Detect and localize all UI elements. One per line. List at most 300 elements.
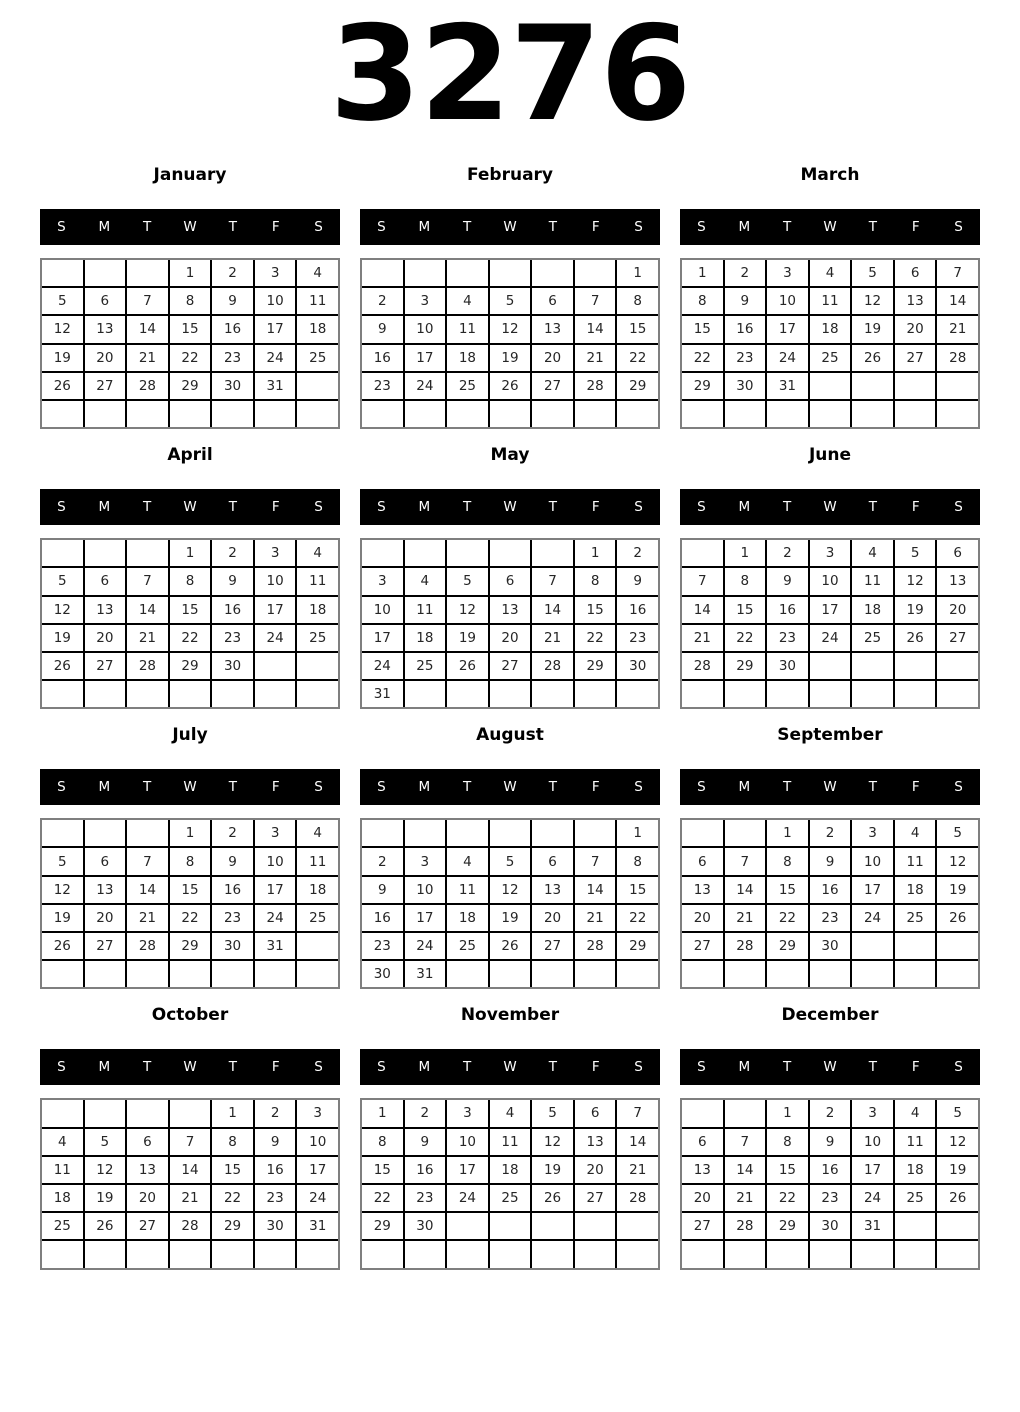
weekday-label: F bbox=[591, 1059, 600, 1076]
weekday-label: S bbox=[697, 219, 706, 235]
day-cell: 2 bbox=[255, 1100, 296, 1126]
weekday-label: S bbox=[57, 219, 66, 235]
day-cell: 17 bbox=[852, 877, 893, 903]
weekday-label: M bbox=[98, 1059, 111, 1076]
empty-cell bbox=[725, 1100, 766, 1126]
weekday-label: M bbox=[418, 499, 431, 516]
day-cell: 25 bbox=[447, 933, 488, 959]
day-cell: 16 bbox=[810, 1157, 851, 1183]
weekday-label: T bbox=[783, 1059, 792, 1076]
day-cell: 22 bbox=[212, 1185, 253, 1211]
day-cell: 27 bbox=[895, 345, 936, 371]
weekday-label: S bbox=[697, 499, 706, 516]
weekday-header-bar bbox=[360, 489, 660, 525]
month bbox=[40, 726, 340, 989]
day-cell: 27 bbox=[85, 653, 126, 679]
day-cell: 16 bbox=[362, 905, 403, 931]
month-name: May bbox=[490, 445, 530, 466]
day-cell: 3 bbox=[447, 1100, 488, 1126]
weekday-label: M bbox=[738, 499, 751, 516]
day-cell: 1 bbox=[682, 260, 723, 286]
day-cell: 14 bbox=[575, 877, 616, 903]
empty-cell bbox=[895, 1241, 936, 1267]
empty-cell bbox=[895, 653, 936, 679]
weekday-label: F bbox=[591, 779, 600, 796]
day-cell: 24 bbox=[405, 933, 446, 959]
day-cell: 17 bbox=[362, 625, 403, 651]
day-cell: 22 bbox=[170, 905, 211, 931]
empty-cell bbox=[255, 681, 296, 707]
day-cell: 9 bbox=[255, 1129, 296, 1155]
month-grid bbox=[40, 258, 340, 429]
weekday-label: S bbox=[954, 219, 963, 235]
weekday-label: T bbox=[548, 1059, 557, 1076]
day-cell: 23 bbox=[810, 905, 851, 931]
empty-cell bbox=[85, 681, 126, 707]
weekday-label: M bbox=[418, 1059, 431, 1076]
day-cell: 25 bbox=[405, 653, 446, 679]
weekday-label: T bbox=[868, 779, 877, 796]
day-cell: 8 bbox=[767, 848, 808, 874]
month-name: March bbox=[800, 165, 860, 185]
day-cell: 29 bbox=[212, 1213, 253, 1239]
day-cell: 14 bbox=[127, 316, 168, 342]
day-cell: 13 bbox=[532, 877, 573, 903]
day-cell: 1 bbox=[767, 820, 808, 846]
weekday-label: T bbox=[868, 499, 877, 516]
day-cell: 23 bbox=[212, 625, 253, 651]
empty-cell bbox=[362, 820, 403, 846]
day-cell: 15 bbox=[725, 597, 766, 623]
day-cell: 30 bbox=[362, 961, 403, 987]
day-cell: 19 bbox=[895, 597, 936, 623]
day-cell: 1 bbox=[170, 260, 211, 286]
month bbox=[40, 166, 340, 429]
day-cell: 6 bbox=[532, 848, 573, 874]
empty-cell bbox=[532, 681, 573, 707]
weekday-label: S bbox=[57, 779, 66, 796]
day-cell: 12 bbox=[85, 1157, 126, 1183]
day-cell: 1 bbox=[767, 1100, 808, 1126]
empty-cell bbox=[297, 653, 338, 679]
weekday-label: W bbox=[503, 1059, 517, 1076]
day-cell: 31 bbox=[297, 1213, 338, 1239]
day-cell: 1 bbox=[575, 540, 616, 566]
day-cell: 15 bbox=[170, 597, 211, 623]
weekday-header-bar bbox=[680, 769, 980, 805]
month-name: December bbox=[781, 1005, 879, 1026]
weekday-label: W bbox=[503, 499, 517, 516]
month-grid bbox=[360, 818, 660, 989]
day-cell: 18 bbox=[297, 316, 338, 342]
weekday-label: F bbox=[271, 499, 280, 516]
weekday-label: S bbox=[634, 219, 643, 235]
empty-cell bbox=[617, 961, 658, 987]
empty-cell bbox=[682, 820, 723, 846]
day-cell: 5 bbox=[895, 540, 936, 566]
day-cell: 29 bbox=[617, 933, 658, 959]
weekday-label: T bbox=[143, 219, 152, 235]
empty-cell bbox=[895, 401, 936, 427]
day-cell: 16 bbox=[617, 597, 658, 623]
empty-cell bbox=[447, 540, 488, 566]
day-cell: 4 bbox=[297, 820, 338, 846]
weekday-label: T bbox=[143, 499, 152, 516]
empty-cell bbox=[725, 401, 766, 427]
day-cell: 10 bbox=[362, 597, 403, 623]
weekday-label: T bbox=[143, 779, 152, 796]
empty-cell bbox=[490, 820, 531, 846]
day-cell: 2 bbox=[212, 540, 253, 566]
weekday-label: F bbox=[911, 1059, 920, 1076]
day-cell: 9 bbox=[212, 568, 253, 594]
month bbox=[360, 1006, 660, 1269]
day-cell: 4 bbox=[297, 540, 338, 566]
day-cell: 13 bbox=[85, 597, 126, 623]
empty-cell bbox=[170, 1241, 211, 1267]
weekday-label: W bbox=[503, 779, 517, 796]
day-cell: 23 bbox=[362, 373, 403, 399]
empty-cell bbox=[127, 1100, 168, 1126]
day-cell: 14 bbox=[725, 1157, 766, 1183]
empty-cell bbox=[725, 961, 766, 987]
day-cell: 9 bbox=[212, 848, 253, 874]
day-cell: 7 bbox=[575, 848, 616, 874]
weekday-label: T bbox=[228, 219, 237, 235]
year-title: 3276 bbox=[329, 0, 691, 150]
day-cell: 23 bbox=[362, 933, 403, 959]
day-cell: 20 bbox=[682, 905, 723, 931]
empty-cell bbox=[937, 653, 978, 679]
day-cell: 10 bbox=[297, 1129, 338, 1155]
day-cell: 4 bbox=[895, 1100, 936, 1126]
day-cell: 10 bbox=[255, 568, 296, 594]
day-cell: 22 bbox=[617, 905, 658, 931]
day-cell: 9 bbox=[725, 288, 766, 314]
day-cell: 14 bbox=[725, 877, 766, 903]
day-cell: 11 bbox=[852, 568, 893, 594]
weekday-label: F bbox=[911, 499, 920, 516]
day-cell: 12 bbox=[532, 1129, 573, 1155]
day-cell: 11 bbox=[895, 1129, 936, 1155]
weekday-label: T bbox=[463, 219, 472, 235]
day-cell: 16 bbox=[212, 316, 253, 342]
empty-cell bbox=[532, 1241, 573, 1267]
empty-cell bbox=[170, 401, 211, 427]
day-cell: 12 bbox=[895, 568, 936, 594]
day-cell: 9 bbox=[405, 1129, 446, 1155]
day-cell: 5 bbox=[937, 820, 978, 846]
day-cell: 7 bbox=[127, 568, 168, 594]
empty-cell bbox=[297, 401, 338, 427]
day-cell: 7 bbox=[170, 1129, 211, 1155]
day-cell: 8 bbox=[212, 1129, 253, 1155]
weekday-label: T bbox=[548, 779, 557, 796]
day-cell: 29 bbox=[767, 933, 808, 959]
day-cell: 14 bbox=[937, 288, 978, 314]
weekday-label: T bbox=[783, 499, 792, 516]
empty-cell bbox=[42, 540, 83, 566]
day-cell: 13 bbox=[85, 877, 126, 903]
day-cell: 1 bbox=[170, 820, 211, 846]
weekday-label: T bbox=[228, 1059, 237, 1076]
empty-cell bbox=[895, 933, 936, 959]
day-cell: 1 bbox=[725, 540, 766, 566]
day-cell: 22 bbox=[767, 1185, 808, 1211]
day-cell: 15 bbox=[170, 877, 211, 903]
empty-cell bbox=[297, 373, 338, 399]
month bbox=[360, 166, 660, 429]
day-cell: 26 bbox=[447, 653, 488, 679]
weekday-header-bar bbox=[680, 209, 980, 245]
day-cell: 28 bbox=[617, 1185, 658, 1211]
day-cell: 8 bbox=[170, 568, 211, 594]
day-cell: 31 bbox=[767, 373, 808, 399]
month bbox=[360, 726, 660, 989]
empty-cell bbox=[937, 961, 978, 987]
day-cell: 30 bbox=[212, 373, 253, 399]
day-cell: 10 bbox=[255, 848, 296, 874]
weekday-label: S bbox=[57, 1059, 66, 1076]
day-cell: 5 bbox=[852, 260, 893, 286]
day-cell: 31 bbox=[255, 933, 296, 959]
day-cell: 1 bbox=[212, 1100, 253, 1126]
empty-cell bbox=[405, 401, 446, 427]
empty-cell bbox=[405, 540, 446, 566]
day-cell: 8 bbox=[725, 568, 766, 594]
day-cell: 28 bbox=[725, 1213, 766, 1239]
day-cell: 17 bbox=[255, 877, 296, 903]
month-grid bbox=[40, 1098, 340, 1269]
empty-cell bbox=[127, 961, 168, 987]
day-cell: 9 bbox=[362, 877, 403, 903]
months-grid bbox=[40, 166, 980, 1270]
weekday-header-bar bbox=[680, 1049, 980, 1085]
empty-cell bbox=[170, 961, 211, 987]
empty-cell bbox=[405, 681, 446, 707]
empty-cell bbox=[725, 681, 766, 707]
day-cell: 22 bbox=[617, 345, 658, 371]
day-cell: 5 bbox=[490, 288, 531, 314]
empty-cell bbox=[532, 820, 573, 846]
day-cell: 20 bbox=[532, 345, 573, 371]
day-cell: 23 bbox=[767, 625, 808, 651]
day-cell: 26 bbox=[937, 1185, 978, 1211]
day-cell: 4 bbox=[852, 540, 893, 566]
empty-cell bbox=[767, 961, 808, 987]
day-cell: 26 bbox=[937, 905, 978, 931]
day-cell: 28 bbox=[725, 933, 766, 959]
day-cell: 12 bbox=[42, 316, 83, 342]
day-cell: 2 bbox=[405, 1100, 446, 1126]
empty-cell bbox=[490, 961, 531, 987]
weekday-label: M bbox=[418, 219, 431, 235]
day-cell: 25 bbox=[447, 373, 488, 399]
day-cell: 10 bbox=[405, 316, 446, 342]
weekday-header-bar bbox=[360, 209, 660, 245]
day-cell: 13 bbox=[682, 877, 723, 903]
empty-cell bbox=[297, 1241, 338, 1267]
empty-cell bbox=[852, 681, 893, 707]
day-cell: 4 bbox=[895, 820, 936, 846]
empty-cell bbox=[42, 681, 83, 707]
empty-cell bbox=[682, 1100, 723, 1126]
empty-cell bbox=[405, 1241, 446, 1267]
day-cell: 27 bbox=[85, 933, 126, 959]
weekday-label: S bbox=[634, 499, 643, 516]
day-cell: 2 bbox=[810, 1100, 851, 1126]
weekday-label: S bbox=[634, 779, 643, 796]
empty-cell bbox=[490, 1241, 531, 1267]
day-cell: 30 bbox=[212, 653, 253, 679]
day-cell: 9 bbox=[810, 848, 851, 874]
day-cell: 20 bbox=[532, 905, 573, 931]
empty-cell bbox=[852, 653, 893, 679]
empty-cell bbox=[617, 1213, 658, 1239]
day-cell: 13 bbox=[575, 1129, 616, 1155]
day-cell: 15 bbox=[617, 316, 658, 342]
day-cell: 28 bbox=[127, 373, 168, 399]
day-cell: 25 bbox=[895, 905, 936, 931]
empty-cell bbox=[852, 933, 893, 959]
weekday-label: S bbox=[697, 1059, 706, 1076]
day-cell: 4 bbox=[490, 1100, 531, 1126]
month-name: June bbox=[808, 445, 852, 466]
day-cell: 6 bbox=[895, 260, 936, 286]
empty-cell bbox=[170, 681, 211, 707]
month-grid bbox=[680, 538, 980, 709]
day-cell: 9 bbox=[767, 568, 808, 594]
empty-cell bbox=[127, 401, 168, 427]
empty-cell bbox=[85, 961, 126, 987]
day-cell: 21 bbox=[127, 345, 168, 371]
day-cell: 15 bbox=[617, 877, 658, 903]
weekday-label: W bbox=[823, 219, 837, 235]
month-name: October bbox=[151, 1005, 229, 1026]
day-cell: 5 bbox=[532, 1100, 573, 1126]
weekday-label: S bbox=[697, 779, 706, 796]
weekday-label: S bbox=[954, 1059, 963, 1076]
empty-cell bbox=[617, 681, 658, 707]
month bbox=[680, 166, 980, 429]
day-cell: 16 bbox=[212, 877, 253, 903]
day-cell: 7 bbox=[575, 288, 616, 314]
weekday-label: T bbox=[143, 1059, 152, 1076]
day-cell: 14 bbox=[127, 877, 168, 903]
empty-cell bbox=[127, 820, 168, 846]
day-cell: 13 bbox=[682, 1157, 723, 1183]
day-cell: 21 bbox=[532, 625, 573, 651]
empty-cell bbox=[937, 1213, 978, 1239]
day-cell: 7 bbox=[682, 568, 723, 594]
day-cell: 21 bbox=[575, 345, 616, 371]
day-cell: 30 bbox=[725, 373, 766, 399]
day-cell: 17 bbox=[447, 1157, 488, 1183]
day-cell: 17 bbox=[405, 905, 446, 931]
day-cell: 20 bbox=[895, 316, 936, 342]
day-cell: 5 bbox=[490, 848, 531, 874]
day-cell: 29 bbox=[170, 373, 211, 399]
weekday-header-bar bbox=[40, 1049, 340, 1085]
weekday-header-bar bbox=[360, 1049, 660, 1085]
day-cell: 16 bbox=[810, 877, 851, 903]
empty-cell bbox=[895, 1213, 936, 1239]
empty-cell bbox=[617, 401, 658, 427]
day-cell: 3 bbox=[405, 848, 446, 874]
empty-cell bbox=[895, 961, 936, 987]
day-cell: 6 bbox=[127, 1129, 168, 1155]
weekday-label: W bbox=[823, 779, 837, 796]
day-cell: 28 bbox=[127, 653, 168, 679]
day-cell: 26 bbox=[85, 1213, 126, 1239]
day-cell: 21 bbox=[725, 905, 766, 931]
day-cell: 7 bbox=[937, 260, 978, 286]
day-cell: 11 bbox=[297, 568, 338, 594]
day-cell: 6 bbox=[85, 568, 126, 594]
day-cell: 17 bbox=[852, 1157, 893, 1183]
day-cell: 2 bbox=[362, 288, 403, 314]
empty-cell bbox=[362, 540, 403, 566]
day-cell: 2 bbox=[212, 260, 253, 286]
day-cell: 21 bbox=[127, 625, 168, 651]
weekday-label: F bbox=[271, 219, 280, 235]
day-cell: 4 bbox=[810, 260, 851, 286]
day-cell: 19 bbox=[852, 316, 893, 342]
day-cell: 4 bbox=[297, 260, 338, 286]
day-cell: 26 bbox=[42, 933, 83, 959]
day-cell: 3 bbox=[255, 820, 296, 846]
day-cell: 25 bbox=[810, 345, 851, 371]
day-cell: 4 bbox=[405, 568, 446, 594]
weekday-label: M bbox=[98, 779, 111, 796]
day-cell: 15 bbox=[212, 1157, 253, 1183]
weekday-header-bar bbox=[40, 489, 340, 525]
day-cell: 9 bbox=[212, 288, 253, 314]
day-cell: 28 bbox=[532, 653, 573, 679]
empty-cell bbox=[617, 1241, 658, 1267]
day-cell: 7 bbox=[127, 848, 168, 874]
day-cell: 18 bbox=[852, 597, 893, 623]
day-cell: 15 bbox=[767, 877, 808, 903]
weekday-label: S bbox=[314, 219, 323, 235]
day-cell: 5 bbox=[42, 288, 83, 314]
day-cell: 29 bbox=[575, 653, 616, 679]
day-cell: 8 bbox=[767, 1129, 808, 1155]
day-cell: 15 bbox=[767, 1157, 808, 1183]
empty-cell bbox=[85, 820, 126, 846]
empty-cell bbox=[42, 401, 83, 427]
day-cell: 16 bbox=[255, 1157, 296, 1183]
day-cell: 15 bbox=[362, 1157, 403, 1183]
day-cell: 8 bbox=[170, 288, 211, 314]
day-cell: 21 bbox=[127, 905, 168, 931]
day-cell: 23 bbox=[212, 905, 253, 931]
month bbox=[680, 446, 980, 709]
day-cell: 11 bbox=[895, 848, 936, 874]
day-cell: 20 bbox=[85, 345, 126, 371]
day-cell: 17 bbox=[810, 597, 851, 623]
empty-cell bbox=[85, 260, 126, 286]
day-cell: 8 bbox=[617, 288, 658, 314]
weekday-label: T bbox=[868, 1059, 877, 1076]
weekday-header-bar bbox=[680, 489, 980, 525]
weekday-label: T bbox=[548, 499, 557, 516]
day-cell: 2 bbox=[617, 540, 658, 566]
empty-cell bbox=[575, 1213, 616, 1239]
month-grid bbox=[360, 1098, 660, 1269]
day-cell: 19 bbox=[937, 1157, 978, 1183]
day-cell: 10 bbox=[767, 288, 808, 314]
